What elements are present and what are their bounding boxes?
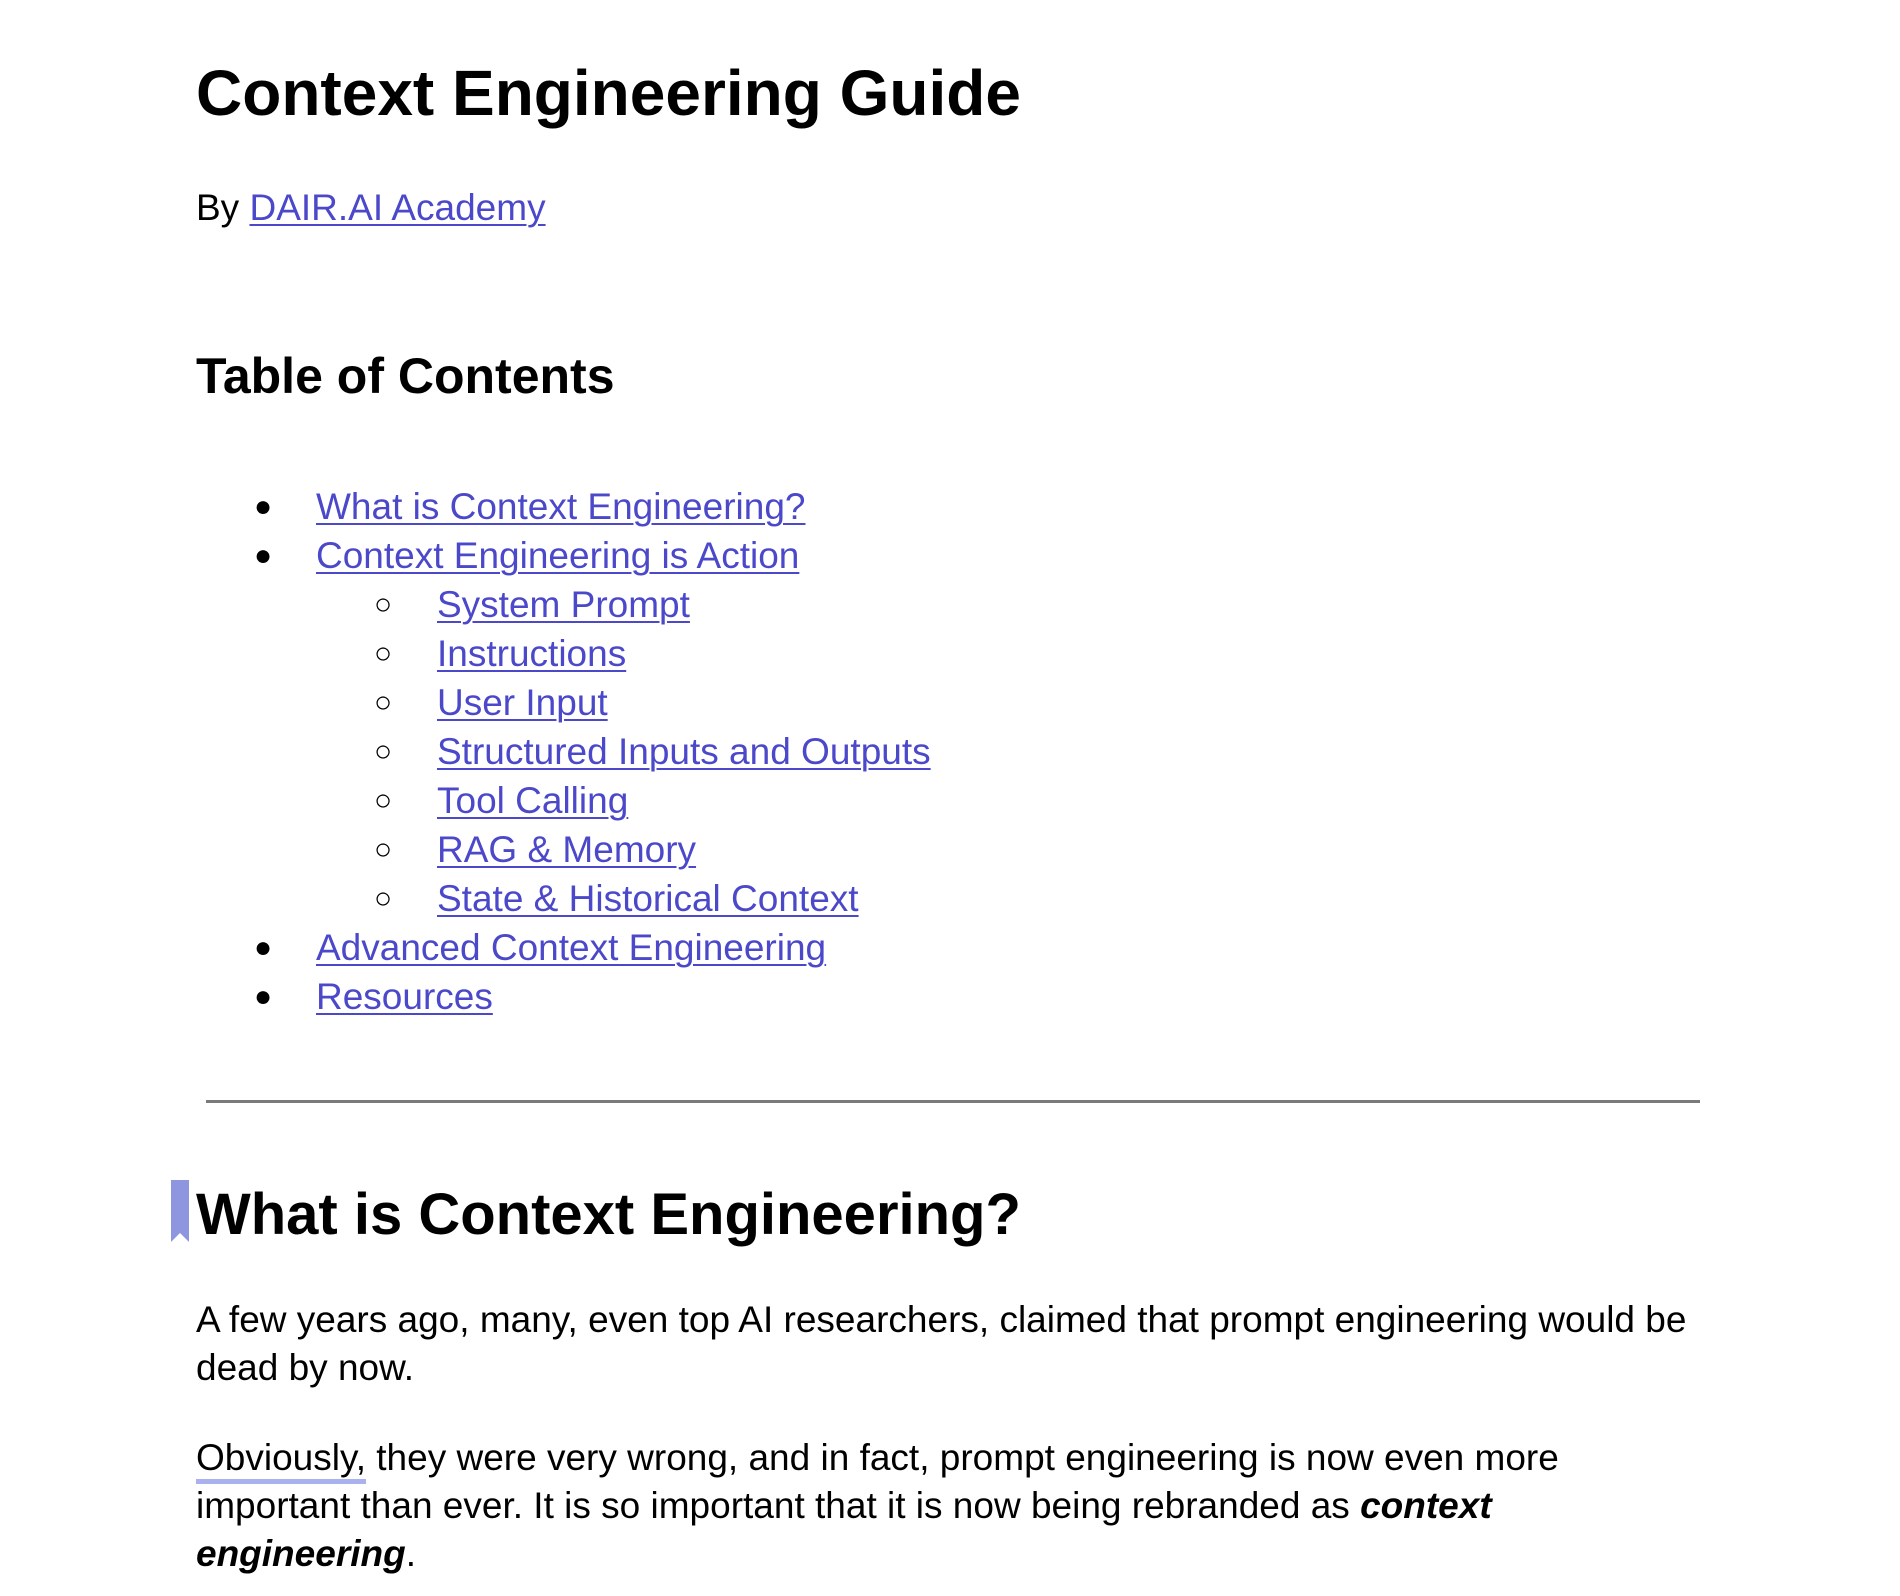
section-heading: What is Context Engineering? xyxy=(196,1182,1021,1247)
toc-item xyxy=(196,629,931,678)
paragraph xyxy=(196,1434,1716,1578)
horizontal-rule xyxy=(206,1100,1700,1103)
filled-bullet-icon: ● xyxy=(254,490,273,523)
toc-link-context-engineering-is-action[interactable]: Context Engineering is Action xyxy=(316,535,800,576)
toc-link-structured-inputs-and-outputs[interactable]: Structured Inputs and Outputs xyxy=(437,731,931,772)
filled-bullet-icon: ● xyxy=(254,539,273,572)
toc-item xyxy=(196,972,931,1021)
toc-link-rag-and-memory[interactable]: RAG & Memory xyxy=(437,829,697,870)
byline xyxy=(196,186,546,230)
hollow-bullet-icon: ○ xyxy=(374,735,393,768)
toc-heading: Table of Contents xyxy=(196,348,615,404)
author-link[interactable]: DAIR.AI Academy xyxy=(249,187,546,228)
toc-item xyxy=(196,874,931,923)
paragraph-text: . xyxy=(405,1533,416,1574)
hollow-bullet-icon: ○ xyxy=(374,637,393,670)
toc-item xyxy=(196,580,931,629)
table-of-contents xyxy=(196,482,931,1021)
document-title: Context Engineering Guide xyxy=(196,57,1021,129)
toc-link-system-prompt[interactable]: System Prompt xyxy=(437,584,690,625)
toc-link-tool-calling[interactable]: Tool Calling xyxy=(437,780,629,821)
filled-bullet-icon: ● xyxy=(254,980,273,1013)
byline-prefix: By xyxy=(196,187,250,228)
toc-link-state-and-historical-context[interactable]: State & Historical Context xyxy=(437,878,859,919)
toc-item xyxy=(196,776,931,825)
toc-item xyxy=(196,923,931,972)
hollow-bullet-icon: ○ xyxy=(374,784,393,817)
toc-item xyxy=(196,727,931,776)
toc-link-resources[interactable]: Resources xyxy=(316,976,493,1017)
spellcheck-underlined-word[interactable]: Obviously, xyxy=(196,1437,366,1478)
hollow-bullet-icon: ○ xyxy=(374,882,393,915)
hollow-bullet-icon: ○ xyxy=(374,833,393,866)
emphasized-term: context engineering xyxy=(196,1485,1492,1574)
toc-item xyxy=(196,531,931,580)
toc-item xyxy=(196,678,931,727)
bookmark-icon[interactable] xyxy=(171,1180,189,1242)
toc-link-instructions[interactable]: Instructions xyxy=(437,633,627,674)
hollow-bullet-icon: ○ xyxy=(374,588,393,621)
filled-bullet-icon: ● xyxy=(254,931,273,964)
toc-link-advanced-context-engineering[interactable]: Advanced Context Engineering xyxy=(316,927,827,968)
toc-link-what-is-context-engineering[interactable]: What is Context Engineering? xyxy=(316,486,806,527)
toc-item xyxy=(196,482,931,531)
hollow-bullet-icon: ○ xyxy=(374,686,393,719)
paragraph: A few years ago, many, even top AI researchers, claimed that prompt engineering would be dead by now. xyxy=(196,1299,1687,1388)
toc-link-user-input[interactable]: User Input xyxy=(437,682,608,723)
paragraph-text: they were very wrong, and in fact, prompt engineering is now even more important than ever. It is so important that it is now being rebranded as xyxy=(196,1437,1559,1526)
toc-item xyxy=(196,825,931,874)
